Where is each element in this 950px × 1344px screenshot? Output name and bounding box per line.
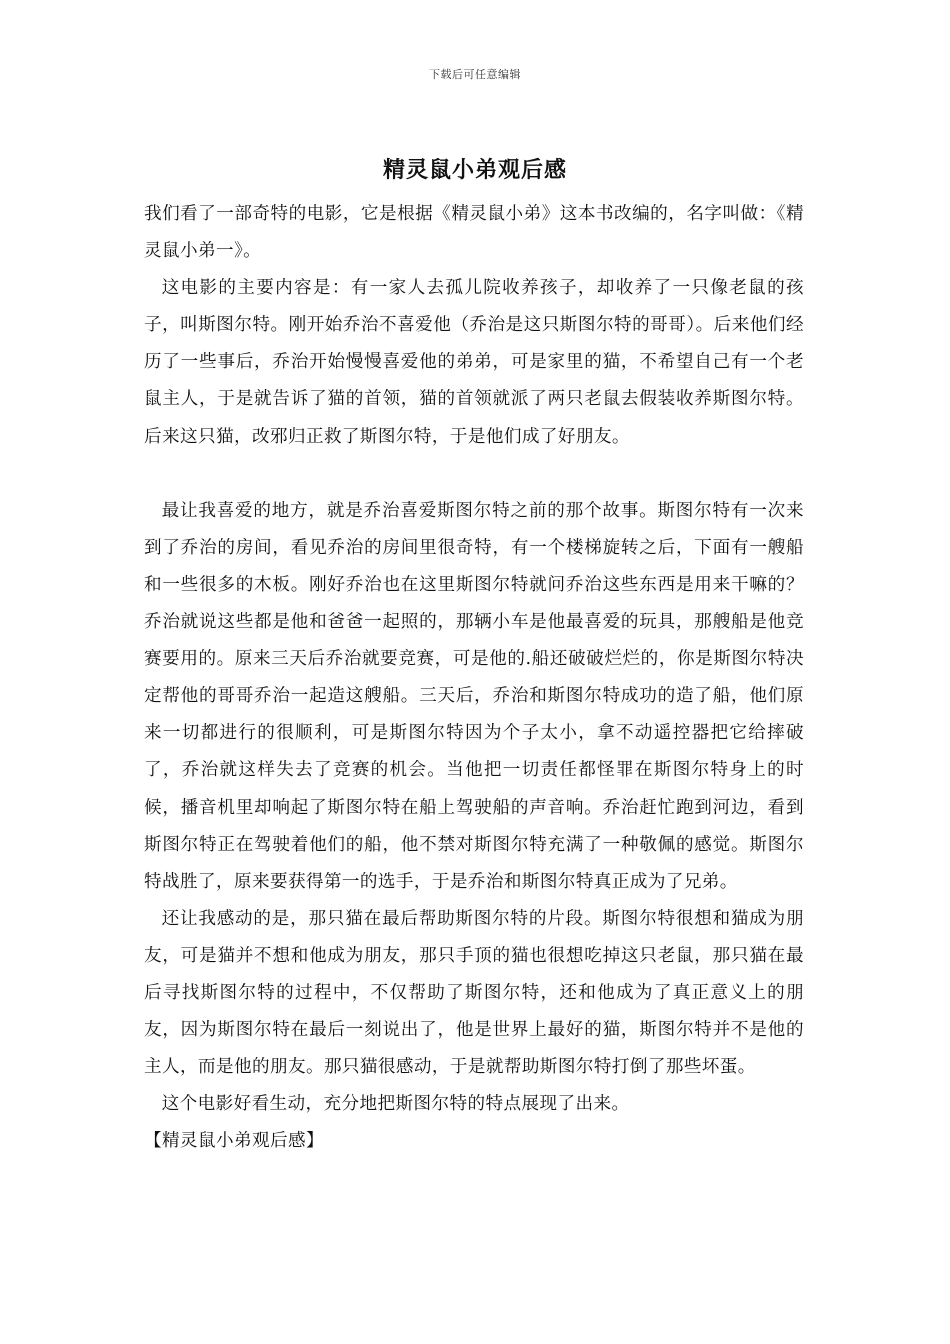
paragraph-touching-part: 还让我感动的是，那只猫在最后帮助斯图尔特的片段。斯图尔特很想和猫成为朋友，可是猫并不想和他成为朋友，那只手顶的猫也很想吃掉这只老鼠，那只猫在最后寻找斯图尔特的过程中，不仅帮助了斯图尔特，还和他成为了真正意义上的朋友，因为斯图尔特在最后一刻说出了，他是世界上最好的猫，斯图尔特并不是他的主人，而是他的朋友。那只猫很感动，于是就帮助斯图尔特打倒了那些坏蛋。 (144, 908, 804, 1078)
page-title: 精灵鼠小弟观后感 (382, 157, 567, 183)
header-note: 下载后可任意编辑 (429, 68, 521, 81)
paragraph-footer-title: 【精灵鼠小弟观后感】 (144, 1131, 324, 1152)
paragraph-summary: 这电影的主要内容是：有一家人去孤儿院收养孩子，却收养了一只像老鼠的孩子，叫斯图尔特。刚开始乔治不喜爱他（乔治是这只斯图尔特的哥哥）。后来他们经历了一些事后，乔治开始慢慢喜爱他的弟弟，可是家里的猫，不希望自己有一个老鼠主人，于是就告诉了猫的首领，猫的首领就派了两只老鼠去假装收养斯图尔特。后来这只猫，改邪归正救了斯图尔特，于是他们成了好朋友。 (144, 278, 804, 447)
blank-line (144, 456, 804, 493)
paragraph-conclusion: 这个电影好看生动，充分地把斯图尔特的特点展现了出来。 (161, 1094, 630, 1115)
document-body (144, 196, 804, 1160)
paragraph-intro: 我们看了一部奇特的电影，它是根据《精灵鼠小弟》这本书改编的，名字叫做：《精灵鼠小弟一》。 (144, 204, 804, 262)
paragraph-favorite-part: 最让我喜爱的地方，就是乔治喜爱斯图尔特之前的那个故事。斯图尔特有一次来到了乔治的房间，看见乔治的房间里很奇特，有一个楼梯旋转之后，下面有一艘船和一些很多的木板。刚好乔治也在这里斯图尔特就问乔治这些东西是用来干嘛的？乔治就说这些都是他和爸爸一起照的，那辆小车是他最喜爱的玩具，那艘船是他竞赛要用的。原来三天后乔治就要竞赛，可是他的.船还破破烂烂的，你是斯图尔特决定帮他的哥哥乔治一起造这艘船。三天后，乔治和斯图尔特成功的造了船，他们原来一切都进行的很顺利，可是斯图尔特因为个子太小，拿不动遥控器把它给摔破了，乔治就这样失去了竞赛的机会。当他把一切责任都怪罪在斯图尔特身上的时候，播音机里却响起了斯图尔特在船上驾驶船的声音响。乔治赶忙跑到河边，看到斯图尔特正在驾驶着他们的船，他不禁对斯图尔特充满了一种敬佩的感觉。斯图尔特战胜了，原来要获得第一的选手，于是乔治和斯图尔特真正成为了兄弟。 (144, 500, 804, 892)
